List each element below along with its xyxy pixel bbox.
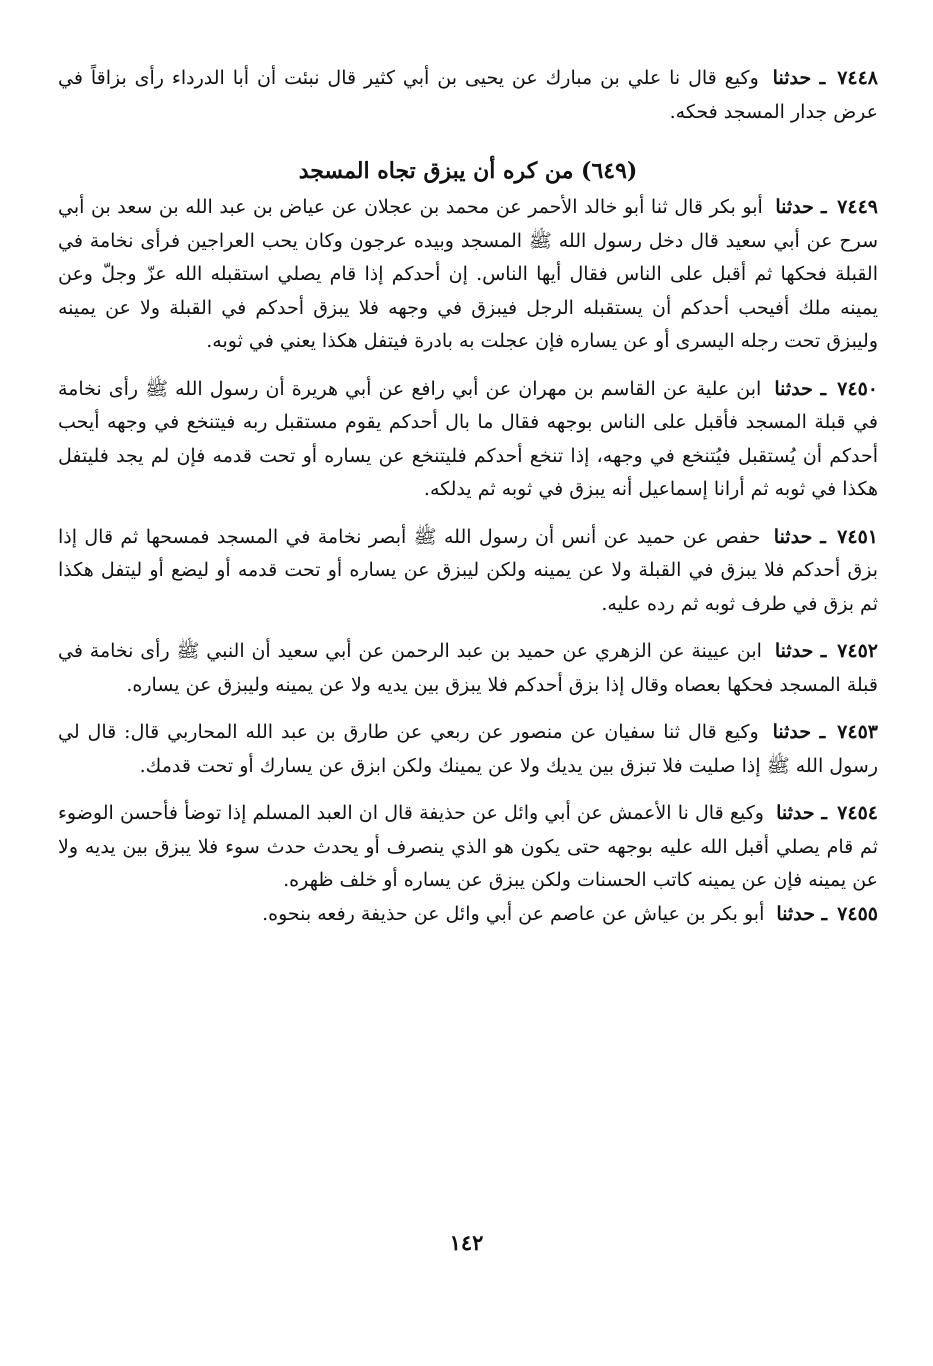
hadith-text: حفص عن حميد عن أنس أن رسول الله ﷺ أبصر نخامة في المسجد فمسحها ثم قال إذا بزق أحدكم فلا يبزق في القبلة ولا عن يمينه ولكن ليبزق عن يساره أو تحت قدمه أو ليضع أو ليتفل هكذا ثم بزق في طرف ثوبه ثم رده عليه.	[58, 525, 878, 615]
hadith-number: ٧٤٥٣	[837, 721, 878, 743]
hadith-entry-7450	[58, 373, 878, 507]
hadith-number: ٧٤٥٢	[837, 640, 878, 662]
hadith-entry-7453	[58, 716, 878, 783]
hadith-lead: ـ حدثنا	[776, 802, 827, 824]
page-number: ١٤٢	[449, 1230, 484, 1255]
hadith-text: ابن علية عن القاسم بن مهران عن أبي رافع عن أبي هريرة أن رسول الله ﷺ رأى نخامة في قبلة المسجد فأقبل على الناس بوجهه فقال ما بال أحدكم يقوم مستقبل ربه فيتنخع في وجهه أيحب أحدكم أن يُستقبل فيُتنخع في وجهه، إذا تنخع أحدكم فليتنخع عن يساره أو تحت قدمه فإن لم يجد فليتفل هكذا في ثوبه ثم أرانا إسماعيل أنه يبزق في ثوبه ثم يدلكه.	[58, 377, 878, 500]
hadith-entry-7452	[58, 635, 878, 702]
hadith-lead: ـ حدثنا	[774, 377, 827, 400]
hadith-number: ٧٤٤٩	[837, 196, 878, 218]
hadith-entry-7451	[58, 521, 878, 622]
page-body	[58, 62, 878, 931]
hadith-entry-7449	[58, 191, 878, 359]
hadith-number: ٧٤٥١	[837, 525, 878, 548]
hadith-text: أبو بكر بن عياش عن عاصم عن أبي وائل عن حذيفة رفعه بنحوه.	[262, 902, 765, 925]
hadith-text: وكيع قال نا الأعمش عن أبي وائل عن حذيفة قال ان العبد المسلم إذا توضأ فأحسن الوضوء ثم قام يصلي أقبل الله عليه بوجهه حتى يكون هو الذي ينصرف أو يحدث حدث سوء فلا يبزق بين يديه ولا عن يمينه فإن عن يمينه كاتب الحسنات ولكن يبزق عن يساره أو خلف ظهره.	[58, 802, 878, 891]
hadith-lead: ـ حدثنا	[775, 196, 827, 218]
chapter-heading: (٦٤٩) من كره أن يبزق تجاه المسجد	[298, 158, 638, 184]
hadith-number: ٧٤٥٤	[837, 802, 878, 824]
hadith-lead: ـ حدثنا	[772, 721, 826, 743]
hadith-entry-7454	[58, 797, 878, 898]
hadith-number: ٧٤٤٨	[837, 67, 879, 89]
hadith-number: ٧٤٥٠	[837, 377, 878, 400]
hadith-lead: ـ حدثنا	[776, 902, 828, 925]
hadith-entry-7448	[58, 62, 878, 129]
hadith-text: وكيع قال ثنا سفيان عن منصور عن ربعي عن طارق بن عبد الله المحاربي قال: قال لي رسول الله ﷺ إذا صليت فلا تبزق بين يديك ولا عن يمينك ولكن ابزق عن يسارك أو تحت قدمك.	[58, 721, 878, 777]
hadith-text: أبو بكر قال ثنا أبو خالد الأحمر عن محمد بن عجلان عن عياض بن عبد الله بن سعد بن أبي سرح عن أبي سعيد قال دخل رسول الله ﷺ المسجد وبيده عرجون وكان يحب العراجين فرأى نخامة في القبلة فحكها ثم أقبل على الناس فقال أيها الناس. إن أحدكم إذا قام يصلي استقبله الله عزّ وجلّ وعن يمينه ملك أفيحب أحدكم أن يستقبله الرجل فيبزق في وجهه فلا يبزق أحدكم في القبلة ولا عن يمينه وليبزق تحت رجله اليسرى أو عن يساره فإن عجلت به بادرة فيتفل هكذا يعني في ثوبه.	[58, 196, 878, 352]
hadith-text: وكيع قال نا علي بن مبارك عن يحيى بن أبي كثير قال نبئت أن أبا الدرداء رأى بزاقاً في عرض جدار المسجد فحكه.	[58, 67, 878, 123]
hadith-lead: ـ حدثنا	[772, 67, 826, 89]
hadith-lead: ـ حدثنا	[773, 525, 826, 548]
hadith-text: ابن عيينة عن الزهري عن حميد بن عبد الرحمن عن أبي سعيد أن النبي ﷺ رأى نخامة في قبلة المسجد فحكها بعصاه وقال إذا بزق أحدكم فلا يبزق بين يديه ولا عن يمينه وليبزق عن يساره.	[58, 640, 878, 696]
hadith-number: ٧٤٥٥	[837, 902, 878, 925]
hadith-lead: ـ حدثنا	[774, 640, 827, 662]
hadith-entry-7455	[58, 898, 878, 932]
